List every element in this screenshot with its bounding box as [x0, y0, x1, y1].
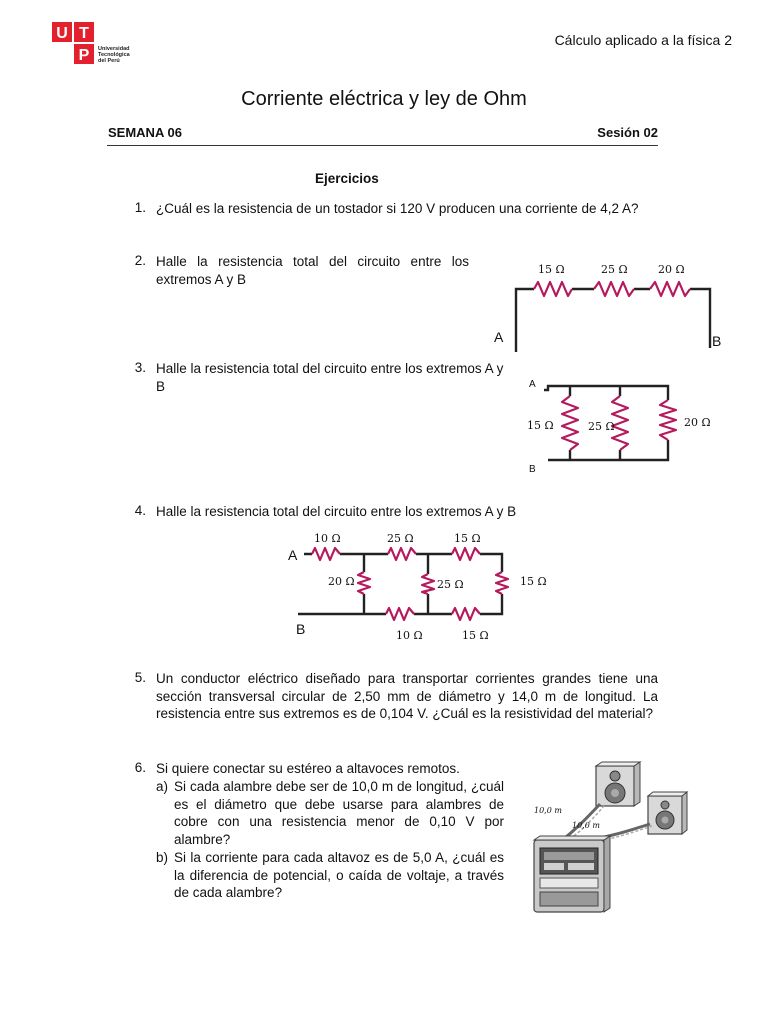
- exercise-2-text: Halle la resistencia total del circuito entre los extremos A y B: [156, 254, 469, 287]
- svg-text:Universidad: Universidad: [98, 46, 130, 52]
- exercise-6b-label: b): [156, 850, 169, 865]
- resistor-top-25: [388, 548, 416, 560]
- page-title: Corriente eléctrica y ley de Ohm: [241, 88, 527, 110]
- stereo-unit-icon: [534, 836, 610, 912]
- node-b: B: [529, 464, 536, 475]
- label-top-10: 10 Ω: [314, 532, 341, 545]
- utp-logo: [52, 22, 162, 68]
- label-bot-15: 15 Ω: [462, 629, 489, 642]
- label-top-15: 15 Ω: [454, 532, 481, 545]
- label-v-25: 25 Ω: [437, 578, 464, 591]
- exercise-5-number: 5.: [134, 670, 146, 685]
- resistor-bot-10: [386, 608, 414, 620]
- label-15: 15 Ω: [527, 419, 554, 432]
- label-v-15: 15 Ω: [520, 575, 547, 588]
- label-25: 25 Ω: [601, 263, 628, 276]
- label-20: 20 Ω: [658, 263, 685, 276]
- resistor-25: [594, 282, 634, 296]
- node-b: B: [296, 621, 306, 637]
- exercise-6a-text: Si cada alambre debe ser de 10,0 m de longitud, ¿cuál es el diámetro que debe usarse para alambres de cobre con una resistencia menor de 0,10 V por alambre?: [174, 779, 504, 847]
- node-a: A: [529, 379, 536, 390]
- speaker-icon: [596, 762, 640, 806]
- resistor-15: [562, 396, 578, 450]
- node-a: A: [288, 547, 298, 563]
- svg-text:U: U: [56, 25, 68, 42]
- exercise-2-number: 2.: [134, 253, 146, 268]
- label-v-20: 20 Ω: [328, 575, 355, 588]
- stereo-speakers-illustration: [520, 760, 690, 918]
- svg-text:P: P: [78, 47, 90, 64]
- resistor-20: [660, 400, 676, 440]
- label-top-25: 25 Ω: [387, 532, 414, 545]
- label-20: 20 Ω: [684, 416, 711, 429]
- exercise-6-text: Si quiere conectar su estéreo a altavoces remotos.: [156, 761, 460, 776]
- header-divider: [107, 145, 658, 146]
- resistor-top-15: [452, 548, 480, 560]
- circuit-3-parallel: [524, 376, 724, 476]
- exercise-6-number: 6.: [134, 760, 146, 775]
- resistor-15: [534, 282, 572, 296]
- exercise-3-number: 3.: [134, 360, 146, 375]
- wire-length-2: 10,0 m: [572, 821, 600, 830]
- exercise-1-text: ¿Cuál es la resistencia de un tostador si 120 V producen una corriente de 4,2 A?: [156, 201, 639, 216]
- section-title: Ejercicios: [315, 171, 379, 186]
- resistor-bot-15: [452, 608, 480, 620]
- exercise-4-number: 4.: [134, 503, 146, 518]
- exercise-4-text: Halle la resistencia total del circuito entre los extremos A y B: [156, 504, 517, 519]
- svg-text:Tecnológica: Tecnológica: [98, 52, 130, 58]
- label-bot-10: 10 Ω: [396, 629, 423, 642]
- label-25: 25 Ω: [588, 420, 615, 433]
- course-name: Cálculo aplicado a la física 2: [554, 32, 732, 48]
- resistor-v-20: [358, 572, 370, 594]
- exercise-3-text: Halle la resistencia total del circuito entre los extremos A y B: [156, 361, 504, 394]
- label-15: 15 Ω: [538, 263, 565, 276]
- wire-length-1: 10,0 m: [534, 806, 562, 815]
- node-b: B: [712, 333, 722, 349]
- session-label: Sesión 02: [597, 125, 658, 140]
- speaker-icon: [648, 792, 687, 834]
- exercise-1-number: 1.: [134, 200, 146, 215]
- svg-text:del Perú: del Perú: [98, 58, 120, 64]
- resistor-20: [650, 282, 690, 296]
- svg-text:T: T: [79, 25, 89, 42]
- exercise-6a-label: a): [156, 779, 169, 794]
- circuit-2-series: [490, 256, 730, 356]
- circuit-4-ladder: [284, 528, 564, 646]
- week-label: SEMANA 06: [108, 125, 182, 140]
- resistor-top-10: [312, 548, 340, 560]
- resistor-v-25: [422, 574, 434, 594]
- node-a: A: [494, 329, 504, 345]
- resistor-v-15: [496, 572, 508, 594]
- exercise-6b-text: Si la corriente para cada altavoz es de 5,0 A, ¿cuál es la diferencia de potencial, o caída de voltaje, a través de cada alambre?: [174, 850, 504, 900]
- exercise-5-text: Un conductor eléctrico diseñado para transportar corrientes grandes tiene una sección transversal circular de 2,50 mm de diámetro y 14,0 m de longitud. La resistencia entre sus extremos es de 0,104 V. ¿Cuál es la resistividad del material?: [156, 671, 658, 721]
